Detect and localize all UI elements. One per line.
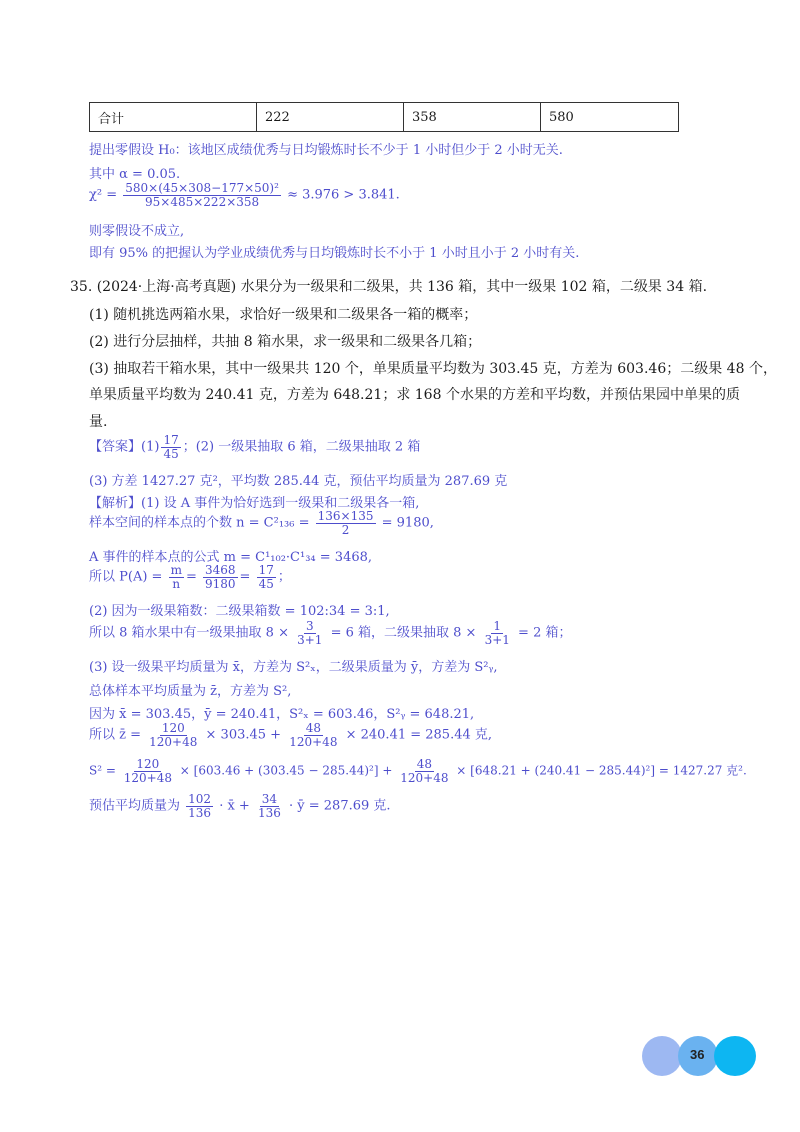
chi-lhs: χ² = <box>89 187 118 203</box>
chi-denominator: 95×485×222×358 <box>145 194 260 209</box>
fraction-denominator: 120+48 <box>400 770 449 785</box>
analysis-line-7: (3) 设一级果平均质量为 x̄，方差为 S²ₓ，二级果质量为 ȳ，方差为 S²ᵧ, <box>89 660 498 675</box>
fraction-numerator: 1 <box>493 619 502 633</box>
fraction <box>186 793 213 819</box>
page-number: 36 <box>690 1047 705 1062</box>
answer-1-fraction <box>161 434 180 460</box>
table-cell: 580 <box>541 103 679 132</box>
analysis-line-3: A 事件的样本点的公式 m = C¹₁₀₂·C¹₃₄ = 3468, <box>89 550 373 565</box>
analysis-text: 预估平均质量为 <box>89 798 181 814</box>
fraction-numerator: 48 <box>416 757 432 771</box>
fraction <box>147 722 199 748</box>
chi-rhs: ≈ 3.976 > 3.841. <box>287 187 400 203</box>
analysis-text: × 303.45 + <box>205 727 282 743</box>
question-3-line-3: 量. <box>89 414 108 430</box>
fraction-denominator: 45 <box>258 576 274 591</box>
fraction-denominator: 120+48 <box>289 734 338 749</box>
analysis-line-8: 总体样本平均质量为 z̄，方差为 S², <box>89 684 292 699</box>
fraction-denominator: n <box>172 576 181 591</box>
fraction-denominator: 2 <box>341 522 350 537</box>
analysis-text: = 9180, <box>381 515 434 531</box>
totals-table <box>89 102 679 132</box>
answer-label: 【答案】 <box>89 439 142 455</box>
fraction <box>257 564 276 590</box>
analysis-text: 所以 8 箱水果中有一级果抽取 8 × <box>89 625 289 641</box>
fraction-numerator: 136×135 <box>317 509 374 523</box>
fraction-denominator: 136 <box>188 805 212 820</box>
analysis-line-9: 因为 x̄ = 303.45，ȳ = 240.41，S²ₓ = 603.46，S²ᵧ = 648.21, <box>89 707 475 722</box>
analysis-line-5: (2) 因为一级果箱数：二级果箱数 = 102:34 = 3:1, <box>89 604 390 619</box>
alpha-line: 其中 α = 0.05. <box>89 167 181 182</box>
fraction-numerator: 17 <box>258 563 274 577</box>
question-3-line-1: (3) 抽取若干箱水果，其中一级果共 120 个，单果质量平均数为 303.45 克，方差为 603.46；二级果 48 个， <box>89 361 777 377</box>
analysis-text: · x̄ + <box>219 798 250 814</box>
fraction-denominator: 3+1 <box>484 632 510 647</box>
fraction-numerator: m <box>170 563 182 577</box>
analysis-text: × 240.41 = 285.44 克, <box>345 727 493 743</box>
chi-fraction <box>123 182 281 208</box>
analysis-line-12 <box>89 793 391 819</box>
page-badge-circle-right <box>714 1036 756 1076</box>
chi-numerator: 580×(45×308−177×50)² <box>125 181 279 195</box>
analysis-text: 样本空间的样本点的个数 n = C²₁₃₆ = <box>89 515 310 531</box>
fraction <box>169 564 184 590</box>
analysis-text: (1) 设 A 事件为恰好选到一级果和二级果各一箱, <box>141 496 420 511</box>
table-cell: 358 <box>404 103 541 132</box>
question-3-line-2: 单果质量平均数为 240.41 克，方差为 648.21；求 168 个水果的方差和平均数，并预估果园中单果的质 <box>89 387 740 403</box>
fraction-numerator: 48 <box>305 721 321 735</box>
analysis-label: 【解析】 <box>89 496 142 511</box>
analysis-line-10 <box>89 722 492 748</box>
analysis-text: 所以 P(A) = <box>89 569 163 585</box>
problem-stem: 35. (2024·上海·高考真题) 水果分为一级果和二级果，共 136 箱，其中一级果 102 箱，二级果 34 箱. <box>70 279 708 295</box>
fraction <box>122 758 174 784</box>
page-badge-circle-left <box>642 1036 682 1076</box>
table-cell-label: 合计 <box>90 103 257 132</box>
fraction <box>316 510 376 536</box>
analysis-text: = 2 箱； <box>518 625 572 641</box>
conclusion-line: 即有 95% 的把握认为学业成绩优秀与日均锻炼时长不小于 1 小时且小于 2 小时有关. <box>89 246 580 261</box>
answer-1-prefix: (1) <box>141 439 160 455</box>
null-hypothesis: 提出零假设 H₀：该地区成绩优秀与日均锻炼时长不少于 1 小时但少于 2 小时无关. <box>89 143 563 158</box>
fraction <box>295 620 324 646</box>
answer-2: ；(2) 一级果抽取 6 箱，二级果抽取 2 箱 <box>182 439 421 455</box>
analysis-text: S² = <box>89 763 116 778</box>
answer-line-3: (3) 方差 1427.27 克²，平均数 285.44 克，预估平均质量为 287.69 克 <box>89 474 508 489</box>
question-1: (1) 随机挑选两箱水果，求恰好一级果和二级果各一箱的概率； <box>89 307 478 323</box>
analysis-text: · ȳ = 287.69 克. <box>289 798 391 814</box>
table-cell: 222 <box>257 103 404 132</box>
fraction <box>287 722 339 748</box>
fraction-denominator: 136 <box>257 805 281 820</box>
analysis-line-6 <box>89 620 571 646</box>
fraction <box>203 564 238 590</box>
analysis-text: × [648.21 + (240.41 − 285.44)²] = 1427.27 克². <box>456 763 747 778</box>
chi-square-line <box>89 182 400 208</box>
analysis-line-11 <box>89 758 747 784</box>
question-2: (2) 进行分层抽样，共抽 8 箱水果，求一级果和二级果各几箱； <box>89 334 482 350</box>
analysis-text: 所以 z̄ = <box>89 727 142 743</box>
fraction-denominator: 45 <box>163 446 179 461</box>
fraction-denominator: 120+48 <box>123 770 172 785</box>
fraction-numerator: 34 <box>261 792 278 806</box>
fraction-numerator: 120 <box>161 721 185 735</box>
table-row <box>90 103 679 132</box>
fraction-denominator: 3+1 <box>297 632 323 647</box>
fraction <box>398 758 450 784</box>
analysis-line-4: 所以 P(A) = $\frac{m}{n}$ = $\frac{3468}{9180}$ = $\frac{17}{45}$ ； <box>89 563 291 591</box>
fraction-numerator: 102 <box>188 792 212 806</box>
fraction <box>256 793 283 819</box>
fraction-numerator: 3468 <box>205 563 236 577</box>
fraction-denominator: 9180 <box>205 576 236 591</box>
fraction-numerator: 120 <box>136 757 160 771</box>
fraction <box>483 620 512 646</box>
reject-line: 则零假设不成立, <box>89 224 185 239</box>
answer-line-1 <box>89 434 420 460</box>
analysis-text: = 6 箱，二级果抽取 8 × <box>330 625 477 641</box>
analysis-line-2 <box>89 510 434 536</box>
analysis-text: × [603.46 + (303.45 − 285.44)²] + <box>179 763 393 778</box>
fraction-denominator: 120+48 <box>149 734 198 749</box>
fraction-numerator: 17 <box>163 433 179 447</box>
fraction-numerator: 3 <box>305 619 314 633</box>
